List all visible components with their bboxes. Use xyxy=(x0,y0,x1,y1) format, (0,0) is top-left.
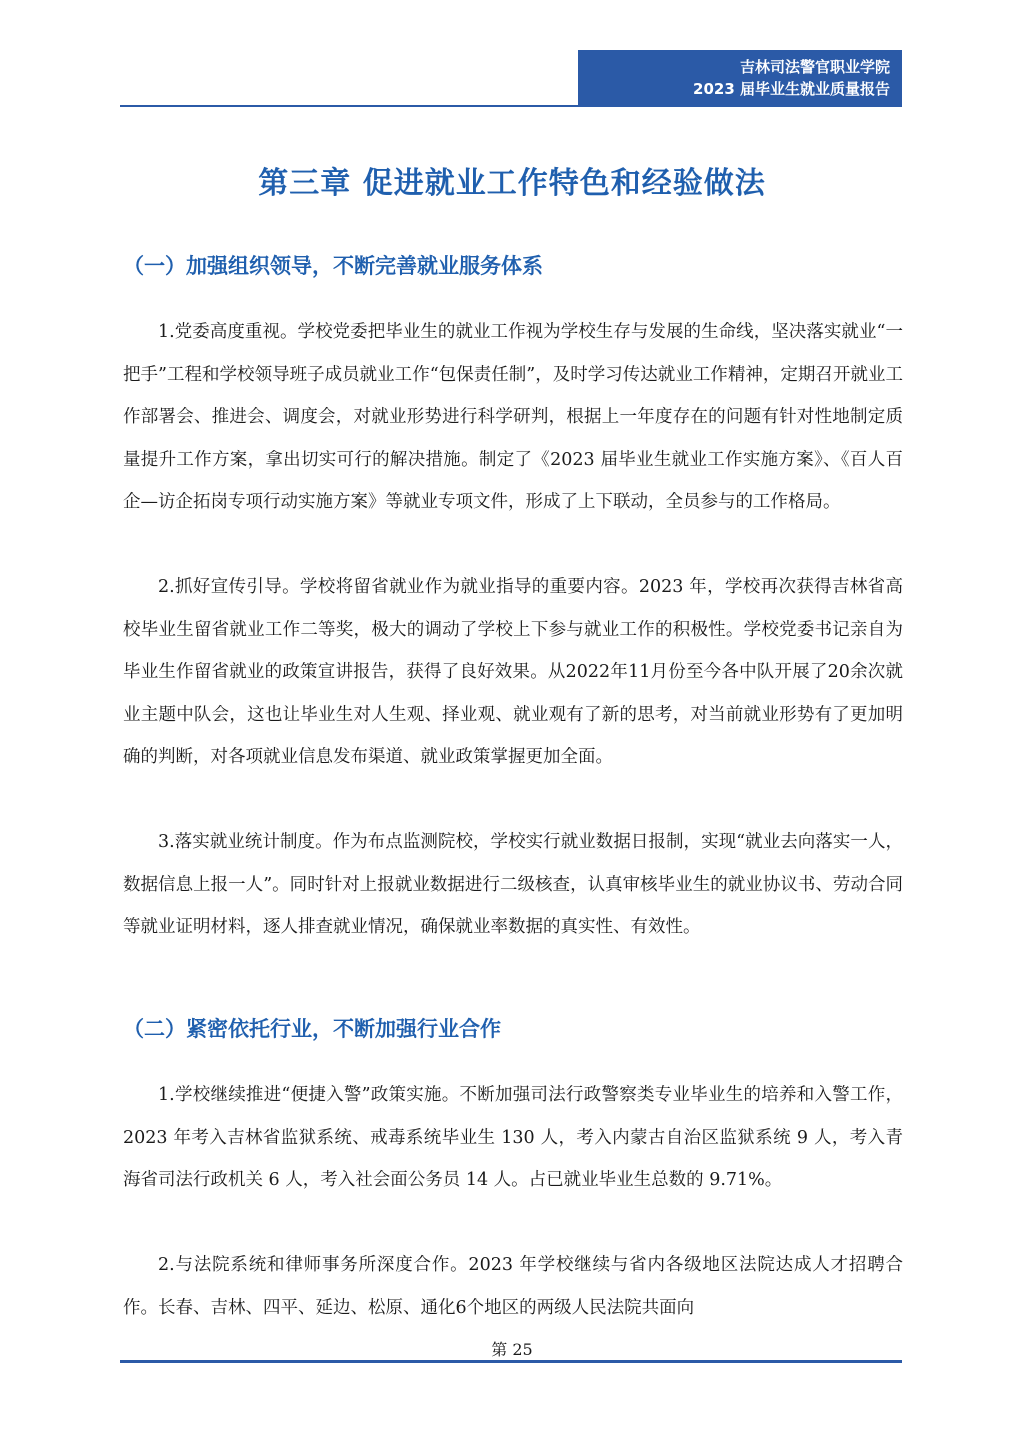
section-1-paragraph-2: 2.抓好宣传引导。学校将留省就业作为就业指导的重要内容。2023 年，学校再次获得吉林省高校毕业生留省就业工作二等奖，极大的调动了学校上下参与就业工作的积极性。学校党委书记亲自为毕业生作留省就业的政策宣讲报告，获得了良好效果。从2022年11月份至今各中队开展了20余次就业主题中队会，这也让毕业生对人生观、择业观、就业观有了新的思考，对当前就业形势有了更加明确的判断，对各项就业信息发布渠道、就业政策掌握更加全面。 xyxy=(123,577,903,767)
section-1-title: （一）加强组织领导，不断完善就业服务体系 xyxy=(123,254,543,278)
footer-divider xyxy=(120,1360,902,1363)
section-2-title: （二）紧密依托行业，不断加强行业合作 xyxy=(123,1017,501,1041)
chapter-title: 第三章 促进就业工作特色和经验做法 xyxy=(258,166,766,201)
report-header-box xyxy=(578,50,902,106)
page-number: 第 25 xyxy=(491,1340,533,1359)
section-1-paragraph-1: 1.党委高度重视。学校党委把毕业生的就业工作视为学校生存与发展的生命线，坚决落实就业“一把手”工程和学校领导班子成员就业工作“包保责任制”，及时学习传达就业工作精神，定期召开就业工作部署会、推进会、调度会，对就业形势进行科学研判，根据上一年度存在的问题有针对性地制定质量提升工作方案，拿出切实可行的解决措施。制定了《2023 届毕业生就业工作实施方案》、《百人百企—访企拓岗专项行动实施方案》等就业专项文件，形成了上下联动，全员参与的工作格局。 xyxy=(123,322,903,512)
header-school-name: 吉林司法警官职业学院 xyxy=(739,58,890,76)
header-report-name: 2023 届毕业生就业质量报告 xyxy=(693,80,890,98)
section-2-paragraph-1: 1.学校继续推进“便捷入警”政策实施。不断加强司法行政警察类专业毕业生的培养和入警工作，2023 年考入吉林省监狱系统、戒毒系统毕业生 130 人，考入内蒙古自治区监狱系统 9 人，考入青海省司法行政机关 6 人，考入社会面公务员 14 人。占已就业毕业生总数的 9.71%。 xyxy=(123,1085,903,1190)
section-2-paragraph-2: 2.与法院系统和律师事务所深度合作。2023 年学校继续与省内各级地区法院达成人才招聘合作。长春、吉林、四平、延边、松原、通化6个地区的两级人民法院共面向 xyxy=(123,1255,903,1318)
header-divider xyxy=(120,105,902,107)
section-1-paragraph-3: 3.落实就业统计制度。作为布点监测院校，学校实行就业数据日报制，实现“就业去向落实一人，数据信息上报一人”。同时针对上报就业数据进行二级核查，认真审核毕业生的就业协议书、劳动合同等就业证明材料，逐人排查就业情况，确保就业率数据的真实性、有效性。 xyxy=(123,832,903,937)
